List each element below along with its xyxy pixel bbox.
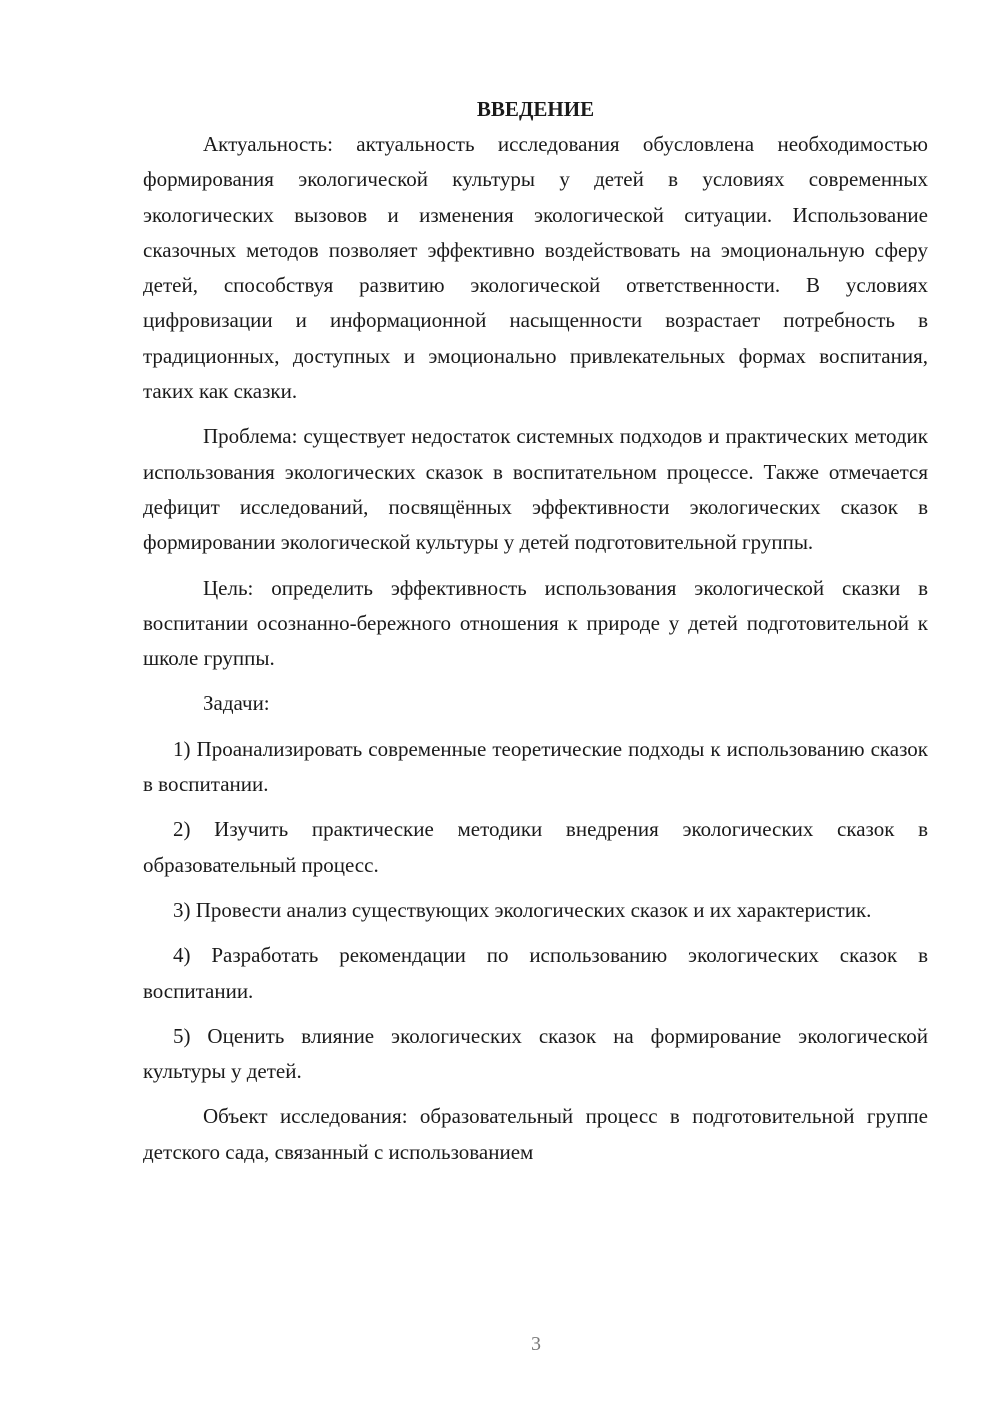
relevance-paragraph: Актуальность: актуальность исследования обусловлена необходимостью формирования экологической культуры у детей в условиях современных экологических вызовов и изменения экологической ситуации. Использование сказочных методов позволяет эффективно воздействовать на эмоциональную сферу детей, способствуя развитию экологической ответственности. В условиях цифровизации и информационной насыщенности возрастает потребность в традиционных, доступных и эмоционально привлекательных формах воспитания, таких как сказки. — [143, 132, 928, 404]
task-item: 1) Проанализировать современные теоретические подходы к использованию сказок в воспитании. — [143, 736, 928, 797]
task-item: 2) Изучить практические методики внедрения экологических сказок в образовательный процесс. — [143, 817, 928, 877]
page-number: 3 — [531, 1333, 541, 1355]
problem-paragraph: Проблема: существует недостаток системных подходов и практических методик использования экологических сказок в воспитательном процессе. Также отмечается дефицит исследований, посвящённых эффективности экологических сказок в формировании экологической культуры у детей подготовительной группы. — [143, 424, 928, 555]
page-content — [143, 92, 928, 1170]
goal-paragraph: Цель: определить эффективность использования экологической сказки в воспитании осознанно-бережного отношения к природе у детей подготовительной к школе группы. — [143, 575, 928, 671]
tasks-heading: Задачи: — [203, 691, 270, 716]
object-paragraph: Объект исследования: образовательный процесс в подготовительной группе детского сада, связанный с использованием — [143, 1104, 928, 1164]
task-item: 5) Оценить влияние экологических сказок на формирование экологической культуры у детей. — [143, 1023, 928, 1084]
section-title: ВВЕДЕНИЕ — [476, 97, 595, 121]
task-item: 4) Разработать рекомендации по использованию экологических сказок в воспитании. — [143, 943, 928, 1003]
task-item: 3) Провести анализ существующих экологических сказок и их характеристик. — [173, 897, 872, 922]
